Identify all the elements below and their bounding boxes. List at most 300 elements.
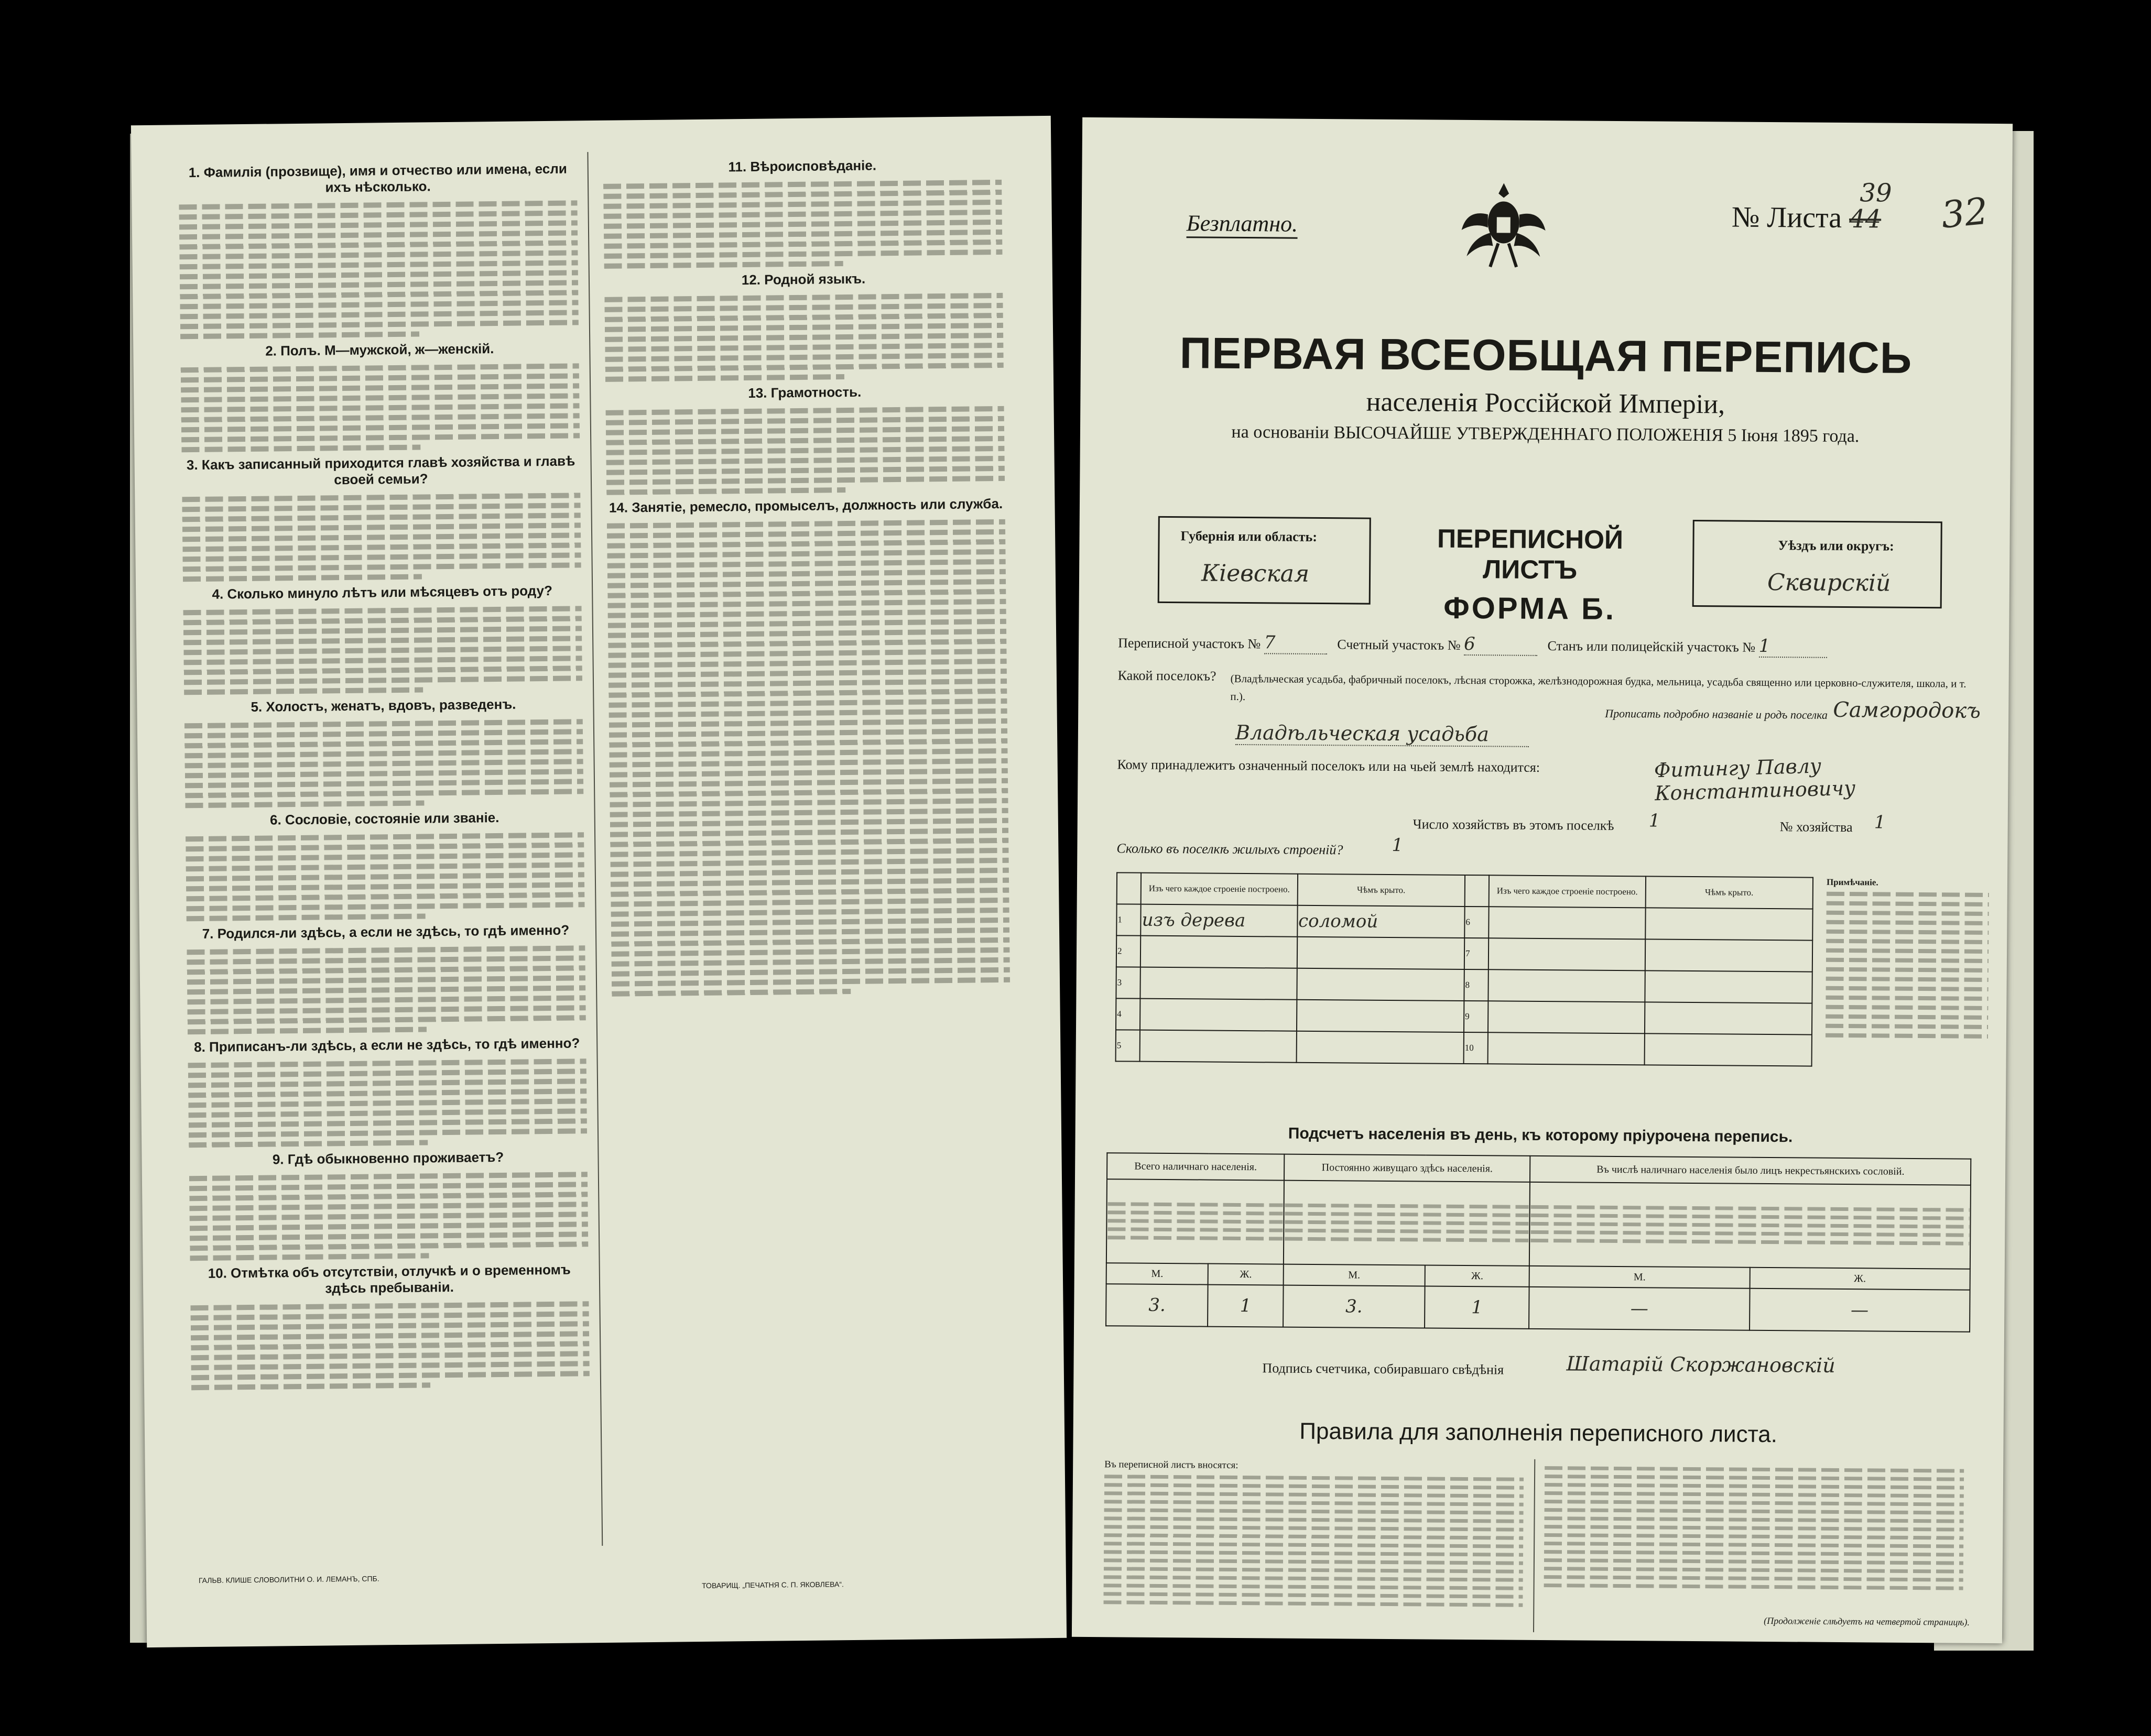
- small-print-line: [1285, 1237, 1529, 1242]
- building-cell: [1489, 969, 1645, 1002]
- small-print-line: [1545, 1466, 1964, 1473]
- small-print-line: [186, 892, 584, 901]
- small-print-line: [1826, 948, 1989, 954]
- small-print-line: [1826, 958, 1989, 963]
- small-print-line: [183, 646, 582, 655]
- small-print-line: [191, 1341, 589, 1350]
- buildings-col-roof-2: Чѣмъ крыто.: [1645, 876, 1813, 909]
- small-print-line: [1826, 920, 1989, 925]
- province-value: Кіевская: [1201, 560, 1310, 587]
- small-print-line: [608, 619, 1006, 628]
- small-print-line: [189, 1108, 587, 1118]
- left-column-instructions: [179, 157, 590, 1395]
- small-print-line: [1827, 911, 1989, 916]
- small-print-line: [608, 639, 1006, 648]
- small-print-line: [179, 250, 578, 259]
- free-label: Безплатно.: [1187, 210, 1298, 238]
- column-divider: [587, 152, 603, 1546]
- stan-label: Станъ или полицейскій участокъ №: [1547, 638, 1756, 655]
- small-print-line: [1544, 1542, 1963, 1548]
- small-print-line: [1285, 1220, 1529, 1226]
- small-print-line: [182, 532, 581, 542]
- small-print-line: [605, 343, 1003, 352]
- building-cell: соломой: [1297, 905, 1465, 938]
- small-print-line: [606, 426, 1004, 435]
- small-print-line: [1531, 1205, 1970, 1212]
- small-print-line: [607, 549, 1005, 559]
- note-label: Примѣчаніе.: [1826, 877, 1878, 888]
- building-cell: 3: [1116, 967, 1140, 998]
- census-title: ПЕРВАЯ ВСЕОБЩАЯ ПЕРЕПИСЬ: [1179, 328, 1913, 383]
- small-print-line: [1545, 1500, 1964, 1506]
- small-print-line: [188, 1015, 586, 1024]
- small-print-line: [606, 406, 1004, 416]
- building-cell: [1645, 939, 1812, 971]
- small-print-line: [609, 738, 1007, 748]
- small-print-line: [187, 945, 585, 955]
- small-print-line: [189, 1140, 428, 1148]
- count-desc-nonpeasant: [1529, 1182, 1971, 1269]
- stan-value: 1: [1759, 636, 1827, 658]
- buildings-col-material-2: Изъ чего каждое строеніе построено.: [1489, 875, 1646, 908]
- small-print-line: [183, 636, 582, 645]
- small-print-line: [607, 559, 1006, 569]
- small-print-line: [1104, 1558, 1523, 1565]
- small-print-line: [1826, 996, 1988, 1001]
- building-cell: 10: [1464, 1032, 1489, 1064]
- small-print-line: [1544, 1567, 1963, 1574]
- small-print-line: [180, 260, 578, 269]
- small-print-line: [605, 353, 1004, 362]
- small-print-line: [611, 888, 1009, 897]
- small-print-line: [604, 239, 1002, 249]
- small-print-line: [180, 310, 579, 319]
- small-print-line: [1104, 1475, 1524, 1481]
- instruction-heading: 5. Холостъ, женатъ, вдовъ, разведенъ.: [251, 696, 516, 715]
- building-row: [1116, 935, 1812, 971]
- small-print-line: [190, 1211, 588, 1221]
- small-print-line: [608, 629, 1006, 638]
- instruction-heading: 1. Фамилія (прозвище), имя и отчество или имена, если ихъ нѣсколько.: [188, 160, 567, 195]
- areas-line: [1118, 631, 1983, 659]
- small-print-line: [186, 842, 584, 851]
- small-print-line: [611, 908, 1009, 917]
- small-print-line: [181, 423, 580, 432]
- small-print-block: [1285, 1204, 1529, 1242]
- small-print-line: [184, 739, 583, 748]
- small-print-line: [184, 656, 582, 665]
- settlement-label: Какой поселокъ?: [1117, 668, 1216, 684]
- left-page: [131, 116, 1067, 1647]
- form-title-block: [1393, 523, 1666, 627]
- small-print-line: [609, 689, 1007, 698]
- count-sub-m-1: М.: [1106, 1263, 1209, 1284]
- small-print-line: [611, 898, 1009, 907]
- households-value: 1: [1648, 810, 1660, 832]
- small-print-line: [1827, 892, 1989, 897]
- small-print-line: [190, 1253, 429, 1261]
- small-print-line: [183, 606, 582, 615]
- small-print-line: [184, 729, 583, 738]
- small-print-line: [184, 749, 583, 758]
- small-print-line: [183, 626, 582, 635]
- small-print-line: [189, 1202, 588, 1211]
- small-print-line: [188, 1005, 586, 1014]
- instruction-heading: 13. Грамотность.: [748, 384, 862, 401]
- small-print-line: [607, 589, 1006, 598]
- small-print-line: [1531, 1239, 1970, 1246]
- count-header-nonpeasant: Въ числѣ наличнаго населенія было лицъ некрестьянскихъ сословій.: [1530, 1156, 1971, 1185]
- sheet-number-struck: 44: [1849, 204, 1882, 234]
- district-box: [1692, 520, 1942, 608]
- instruction-heading: 12. Родной языкъ.: [741, 270, 866, 288]
- small-print-line: [190, 1241, 588, 1251]
- small-print-line: [609, 698, 1007, 708]
- small-print-line: [606, 446, 1004, 455]
- small-print-line: [611, 937, 1009, 947]
- small-print-line: [611, 878, 1009, 887]
- small-print-line: [181, 393, 579, 402]
- small-print-line: [1544, 1575, 1963, 1582]
- small-print-line: [610, 798, 1008, 807]
- district-value: Сквирскій: [1767, 569, 1891, 597]
- small-print-line: [180, 290, 578, 299]
- corner-sheet-number: 32: [1939, 189, 1990, 237]
- count-sub-m-3: М.: [1529, 1266, 1750, 1289]
- small-print-line: [1285, 1229, 1529, 1234]
- household-number-value: 1: [1874, 812, 1886, 833]
- small-print-line: [1545, 1475, 1964, 1481]
- small-print-line: [191, 1311, 589, 1320]
- census-area-value: 7: [1264, 632, 1327, 654]
- instruction-heading: 14. Занятіе, ремесло, промыселъ, должность или служба.: [609, 495, 1003, 516]
- small-print-line: [603, 200, 1002, 209]
- count-sub-m-2: М.: [1284, 1264, 1425, 1286]
- small-print-line: [606, 466, 1005, 475]
- small-print-line: [182, 503, 580, 512]
- small-print-line: [187, 985, 585, 995]
- building-cell: [1645, 970, 1812, 1003]
- small-print-line: [1104, 1575, 1523, 1582]
- count-sub-f-2: Ж.: [1425, 1265, 1530, 1286]
- small-print-line: [1104, 1584, 1523, 1590]
- building-cell: 8: [1464, 969, 1489, 1001]
- building-cell: 6: [1464, 907, 1489, 938]
- count-total-m: 3.: [1106, 1284, 1208, 1326]
- census-area-label: Переписной участокъ №: [1118, 635, 1261, 652]
- district-label: Уѣздъ или округъ:: [1778, 538, 1894, 554]
- small-print-line: [181, 413, 580, 422]
- rules-column-1: [1103, 1459, 1524, 1612]
- building-cell: [1489, 907, 1645, 939]
- small-print-line: [610, 808, 1008, 817]
- small-print-line: [1531, 1222, 1970, 1229]
- instruction-heading: 4. Сколько минуло лѣтъ или мѣсяцевъ отъ роду?: [212, 582, 553, 602]
- small-print-line: [188, 1098, 586, 1108]
- province-box: [1158, 516, 1371, 605]
- instruction-heading: 11. Вѣроисповѣданіе.: [728, 157, 877, 175]
- small-print-line: [181, 433, 580, 442]
- small-print-line: [182, 493, 580, 502]
- small-print-line: [1104, 1533, 1523, 1540]
- small-print-line: [610, 818, 1008, 827]
- small-print-line: [606, 416, 1004, 425]
- small-print-line: [607, 579, 1006, 588]
- building-cell: [1297, 968, 1464, 1001]
- form-letter: ФОРМА Б.: [1443, 591, 1616, 626]
- small-print-line: [186, 852, 584, 861]
- small-print-line: [1544, 1516, 1963, 1523]
- small-print-line: [187, 913, 426, 921]
- small-print-line: [604, 230, 1002, 239]
- small-print-line: [184, 665, 582, 675]
- small-print-line: [612, 989, 851, 997]
- small-print-line: [179, 240, 578, 249]
- small-print-line: [188, 1068, 586, 1078]
- small-print-line: [1544, 1533, 1963, 1540]
- building-cell: [1297, 1000, 1464, 1032]
- small-print-line: [188, 1058, 586, 1068]
- small-print-line: [191, 1351, 589, 1360]
- small-print-line: [604, 220, 1002, 229]
- count-permanent-m: 3.: [1283, 1285, 1425, 1328]
- small-print-line: [604, 210, 1002, 219]
- small-print-line: [186, 902, 584, 911]
- small-print-line: [1104, 1550, 1523, 1557]
- small-print-line: [180, 332, 419, 340]
- small-print-line: [189, 1172, 588, 1181]
- small-print-line: [1826, 1005, 1988, 1010]
- small-print-line: [1104, 1567, 1523, 1574]
- imperial-eagle-emblem: [1459, 172, 1548, 278]
- count-nonpeasant-f: —: [1750, 1289, 1970, 1332]
- small-print-line: [611, 858, 1009, 867]
- count-title: Подсчетъ населенія въ день, къ которому пріурочена перепись.: [1288, 1124, 1793, 1146]
- small-print-line: [1545, 1491, 1964, 1498]
- small-print-line: [188, 1027, 427, 1034]
- building-cell: 2: [1116, 935, 1141, 967]
- small-print-line: [1544, 1558, 1963, 1565]
- small-print-block: [1103, 1475, 1524, 1607]
- small-print-line: [1544, 1550, 1963, 1557]
- right-column-instructions: [603, 153, 1011, 1001]
- building-cell: изъ дерева: [1140, 904, 1297, 937]
- population-count-table: [1105, 1152, 1971, 1333]
- small-print-line: [1108, 1210, 1283, 1215]
- buildings-col-material: Изъ чего каждое строеніе построено.: [1141, 873, 1298, 905]
- small-print-line: [607, 539, 1005, 549]
- small-print-line: [610, 838, 1008, 847]
- small-print-block: [1531, 1205, 1970, 1246]
- household-number-label: № хозяйства: [1779, 819, 1853, 835]
- sheet-number-handwritten: [1849, 178, 1892, 234]
- small-print-line: [606, 456, 1005, 465]
- small-print-line: [189, 1192, 588, 1201]
- instruction-heading: 2. Полъ. М—мужской, ж—женскій.: [265, 341, 494, 359]
- small-print-line: [190, 1301, 589, 1311]
- small-print-line: [607, 599, 1006, 608]
- small-print-line: [1104, 1500, 1524, 1506]
- building-cell: [1140, 999, 1297, 1031]
- rules-continued: (Продолженіе слѣдуетъ на четвертой страницѣ).: [1764, 1615, 1970, 1628]
- count-total-f: 1: [1208, 1285, 1283, 1327]
- building-cell: 5: [1116, 1030, 1140, 1061]
- small-print-line: [610, 788, 1008, 798]
- small-print-line: [183, 574, 422, 582]
- small-print-line: [609, 708, 1007, 718]
- small-print-line: [191, 1331, 589, 1340]
- province-label: Губернія или область:: [1180, 528, 1318, 544]
- building-cell: [1644, 1033, 1812, 1066]
- small-print-line: [188, 1078, 586, 1088]
- census-subtitle: населенія Россійской Имперіи,: [1366, 387, 1725, 420]
- small-print-line: [611, 927, 1009, 937]
- small-print-line: [187, 975, 585, 985]
- small-print-line: [1826, 939, 1989, 944]
- small-print-line: [605, 303, 1003, 312]
- small-print-line: [605, 323, 1003, 332]
- small-print-line: [185, 779, 583, 788]
- small-print-line: [185, 800, 424, 808]
- small-print-line: [1544, 1584, 1963, 1590]
- instruction-heading: 6. Сословіе, состояніе или званіе.: [269, 809, 499, 828]
- small-print-line: [608, 609, 1006, 618]
- small-print-line: [612, 967, 1010, 977]
- building-cell: 1: [1116, 904, 1141, 935]
- small-print-line: [182, 512, 581, 522]
- building-row: [1116, 904, 1812, 940]
- small-print-line: [610, 758, 1008, 768]
- small-print-line: [1826, 1033, 1988, 1039]
- building-row: [1116, 998, 1812, 1034]
- small-print-line: [609, 679, 1007, 688]
- building-cell: 4: [1116, 998, 1140, 1030]
- small-print-line: [190, 1221, 588, 1231]
- small-print-line: [1107, 1227, 1283, 1232]
- small-print-line: [604, 249, 1002, 259]
- small-print-line: [186, 882, 584, 891]
- counting-area-value: 6: [1464, 634, 1537, 656]
- building-cell: [1645, 1002, 1812, 1034]
- small-print-line: [181, 445, 420, 453]
- small-print-line: [1285, 1204, 1529, 1209]
- small-print-line: [605, 313, 1003, 322]
- building-cell: [1645, 908, 1813, 940]
- small-print-line: [179, 210, 578, 220]
- small-print-line: [611, 868, 1009, 877]
- small-print-line: [609, 748, 1007, 758]
- census-decree: на основаніи ВЫСОЧАЙШЕ УТВЕРЖДЕННАГО ПОЛОЖЕНІЯ 5 Іюня 1895 года.: [1231, 422, 1860, 446]
- small-print-line: [1531, 1214, 1970, 1220]
- small-print-block: [1544, 1466, 1964, 1590]
- households-label: Число хозяйствъ въ этомъ поселкѣ: [1413, 816, 1614, 833]
- small-print-line: [605, 363, 1004, 372]
- small-print-line: [1544, 1525, 1963, 1532]
- buildings-value: 1: [1392, 834, 1404, 856]
- sheet-number-label: № Листа: [1731, 201, 1842, 234]
- instruction-heading: 7. Родился-ли здѣсь, а если не здѣсь, то гдѣ именно?: [202, 922, 570, 942]
- right-page: [1072, 117, 2013, 1643]
- building-cell: [1489, 938, 1645, 970]
- small-print-line: [1108, 1202, 1283, 1207]
- building-cell: [1488, 1032, 1645, 1065]
- small-print-line: [180, 300, 578, 309]
- small-print-line: [184, 719, 583, 728]
- small-print-line: [185, 769, 583, 778]
- instruction-heading: 10. Отмѣтка объ отсутствіи, отлучкѣ и о временномъ здѣсь пребываніи.: [208, 1261, 571, 1296]
- owner-value: Фитингу Павлу Константиновичу: [1654, 754, 1856, 805]
- buildings-table: [1115, 872, 1813, 1066]
- small-print-line: [181, 373, 579, 383]
- small-print-line: [179, 220, 578, 230]
- small-print-line: [184, 687, 423, 695]
- small-print-line: [608, 649, 1006, 658]
- count-desc-total: [1106, 1179, 1284, 1264]
- small-print-line: [610, 778, 1008, 788]
- small-print-line: [183, 616, 582, 625]
- small-print-line: [191, 1361, 590, 1370]
- small-print-line: [189, 1118, 587, 1128]
- small-print-line: [186, 832, 584, 842]
- small-print-line: [189, 1182, 588, 1191]
- building-cell: [1140, 967, 1297, 1000]
- buildings-label: Сколько въ поселкѣ жилыхъ строеній?: [1116, 840, 1343, 858]
- small-print-line: [188, 1088, 586, 1098]
- small-print-line: [191, 1371, 590, 1380]
- buildings-col-roof: Чѣмъ крыто.: [1297, 874, 1465, 907]
- small-print-line: [179, 200, 577, 210]
- building-cell: [1140, 1030, 1297, 1063]
- small-print-line: [191, 1321, 589, 1330]
- small-print-line: [609, 669, 1007, 678]
- small-print-line: [1545, 1508, 1964, 1515]
- small-print-line: [604, 261, 843, 269]
- building-cell: [1140, 936, 1297, 968]
- small-print-line: [183, 562, 581, 572]
- small-print-line: [182, 542, 581, 552]
- building-cell: [1296, 1031, 1464, 1064]
- small-print-line: [1826, 1024, 1988, 1029]
- small-print-line: [180, 280, 578, 289]
- small-print-line: [1107, 1236, 1283, 1240]
- small-print-line: [190, 1231, 588, 1241]
- small-print-line: [181, 363, 579, 373]
- small-print-line: [611, 918, 1009, 927]
- small-print-line: [182, 552, 581, 562]
- small-print-line: [605, 374, 844, 382]
- small-print-line: [609, 718, 1007, 728]
- count-nonpeasant-m: —: [1529, 1287, 1750, 1330]
- form-title: ПЕРЕПИСНОЙ ЛИСТЪ: [1437, 523, 1624, 585]
- small-print-line: [1104, 1516, 1523, 1523]
- small-print-line: [1826, 977, 1989, 982]
- small-print-line: [603, 180, 1002, 189]
- settlement-name: Самгородокъ: [1833, 697, 1981, 723]
- rules-intro: Въ переписной листъ вносятся:: [1104, 1459, 1239, 1471]
- rules-column-2: [1544, 1462, 1964, 1595]
- settlement-instruction: Прописать подробно названіе и родъ поселка: [1605, 706, 1828, 722]
- small-print-line: [181, 403, 579, 412]
- small-print-line: [611, 947, 1009, 957]
- small-print-line: [612, 957, 1010, 967]
- small-print-line: [180, 270, 578, 279]
- small-print-line: [606, 436, 1004, 445]
- settlement-note: (Владѣльческая усадьба, фабричный поселокъ, лѣсная сторожка, желѣзнодорожная будка, мельница, усадьба священно или церковно-служителя, школа, и т. п.).: [1230, 672, 1967, 703]
- small-print-line: [1531, 1230, 1970, 1237]
- small-print-line: [185, 789, 583, 798]
- small-print-line: [604, 293, 1003, 302]
- small-print-line: [184, 675, 582, 685]
